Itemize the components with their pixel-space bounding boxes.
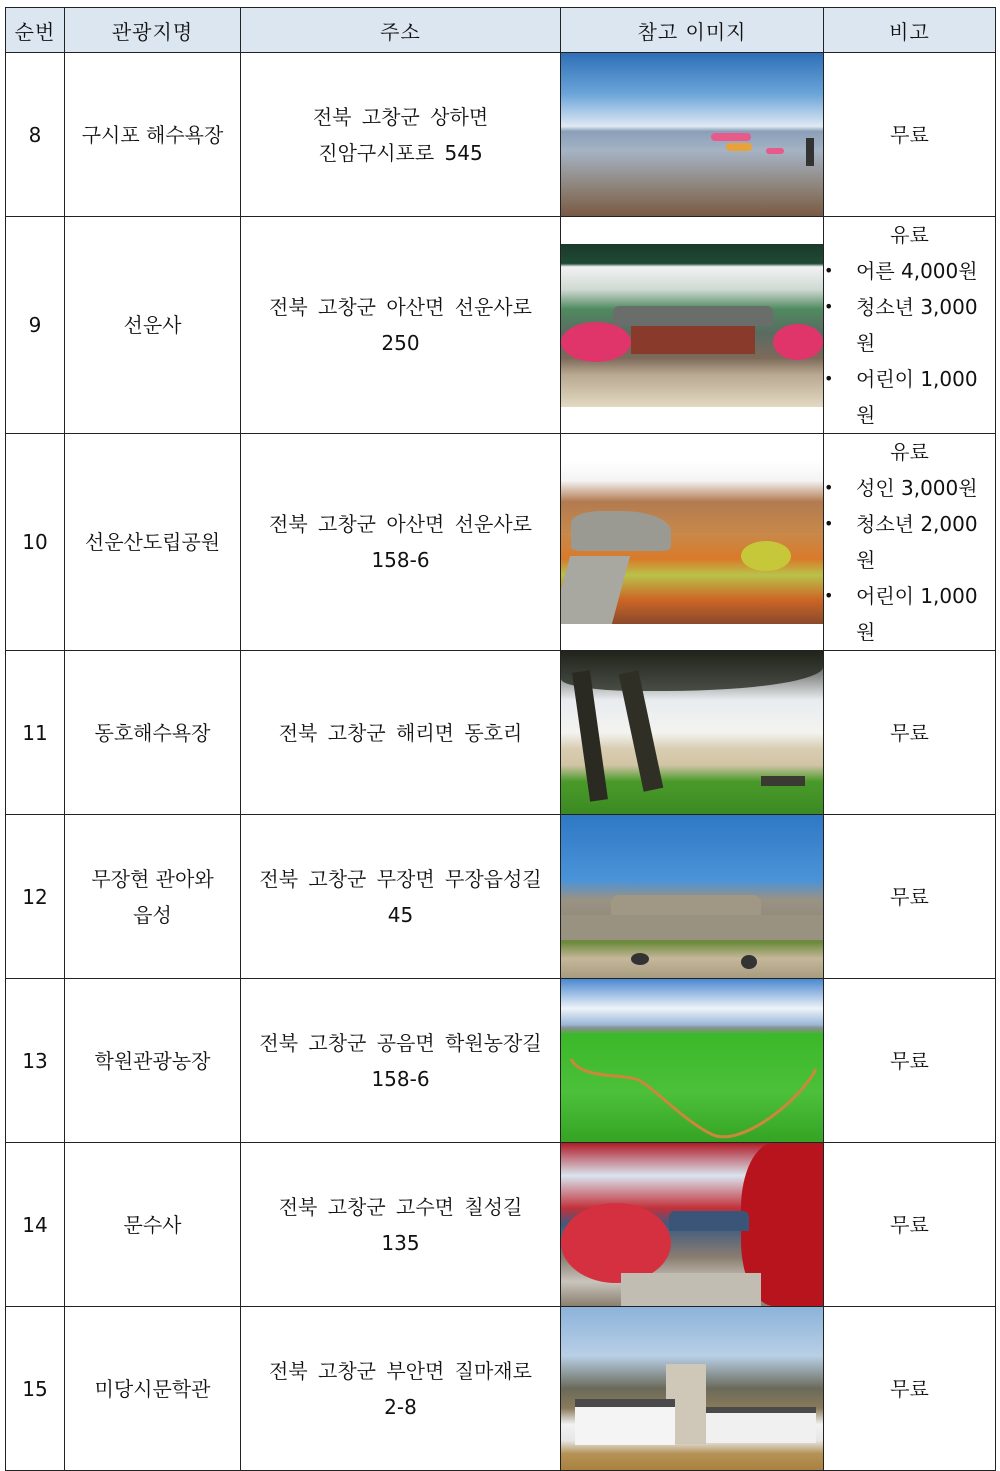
address-line-1: 전북 고창군 부안면 질마재로 — [269, 1358, 532, 1383]
reference-image-cell — [561, 1307, 824, 1471]
tourist-sites-table — [5, 7, 996, 1471]
site-name-line-2: 읍성 — [133, 902, 172, 927]
reference-image-cell — [561, 53, 824, 217]
fee-item: • 어린이 1,000원 — [824, 361, 995, 433]
header-address: 주소 — [241, 8, 561, 53]
address-line-1: 전북 고창군 아산면 선운사로 — [269, 512, 532, 536]
header-row — [6, 8, 996, 53]
site-name — [65, 815, 241, 979]
note-cell — [824, 434, 996, 651]
row-number: 13 — [6, 979, 65, 1143]
table-row — [6, 651, 996, 815]
address-line-2: 250 — [381, 331, 420, 355]
farm-field-photo — [561, 979, 823, 1142]
maple-temple-photo — [561, 1143, 823, 1306]
table-row — [6, 434, 996, 651]
note-cell: 무료 — [824, 53, 996, 217]
address-line-2: 135 — [381, 1230, 420, 1255]
autumn-mountain-photo — [561, 461, 823, 624]
bullet-icon: • — [824, 261, 834, 280]
address-line-2: 158-6 — [371, 1066, 430, 1091]
table-row — [6, 53, 996, 217]
row-number: 15 — [6, 1307, 65, 1471]
site-name: 학원관광농장 — [65, 979, 241, 1143]
fee-item: • 어른 4,000원 — [824, 253, 995, 289]
site-address — [241, 1143, 561, 1307]
address-line-1: 전북 고창군 해리면 동호리 — [278, 720, 523, 745]
bullet-icon: • — [824, 514, 834, 533]
row-number: 9 — [6, 217, 65, 434]
header-note: 비고 — [824, 8, 996, 53]
reference-image-cell — [561, 434, 824, 651]
fee-item: • 청소년 3,000원 — [824, 289, 995, 361]
address-line-1: 전북 고창군 공음면 학원농장길 — [259, 1030, 542, 1055]
reference-image-cell — [561, 217, 824, 434]
fee-list — [824, 470, 995, 650]
reference-image-cell — [561, 979, 824, 1143]
header-no: 순번 — [6, 8, 65, 53]
museum-photo — [561, 1307, 823, 1470]
address-line-2: 158-6 — [371, 548, 430, 572]
header-name: 관광지명 — [65, 8, 241, 53]
reference-image-cell — [561, 1143, 824, 1307]
row-number: 14 — [6, 1143, 65, 1307]
reference-image-cell — [561, 815, 824, 979]
fee-item: • 어린이 1,000원 — [824, 578, 995, 650]
fee-type: 유료 — [890, 223, 929, 247]
reference-image-cell — [561, 651, 824, 815]
table-row — [6, 1307, 996, 1471]
fortress-photo — [561, 815, 823, 978]
note-cell: 무료 — [824, 815, 996, 979]
site-name: 선운산도립공원 — [65, 434, 241, 651]
header-image: 참고 이미지 — [561, 8, 824, 53]
row-number: 11 — [6, 651, 65, 815]
address-line-1: 전북 고창군 아산면 선운사로 — [269, 295, 532, 319]
row-number: 10 — [6, 434, 65, 651]
fee-type: 유료 — [890, 440, 929, 464]
address-line-1: 전북 고창군 고수면 칠성길 — [278, 1194, 523, 1219]
site-name: 미당시문학관 — [65, 1307, 241, 1471]
site-address — [241, 53, 561, 217]
fee-list — [824, 253, 995, 433]
site-name: 동호해수욕장 — [65, 651, 241, 815]
site-name-line-1: 무장현 관아와 — [91, 866, 214, 891]
site-address — [241, 434, 561, 651]
address-line-2: 2-8 — [384, 1394, 417, 1419]
site-address — [241, 815, 561, 979]
site-address — [241, 217, 561, 434]
table-row — [6, 815, 996, 979]
bullet-icon: • — [824, 369, 834, 388]
address-line-1: 전북 고창군 무장면 무장읍성길 — [259, 866, 542, 891]
table-row — [6, 979, 996, 1143]
site-name: 문수사 — [65, 1143, 241, 1307]
note-cell: 무료 — [824, 651, 996, 815]
note-cell — [824, 217, 996, 434]
site-name: 구시포 해수욕장 — [65, 53, 241, 217]
site-address — [241, 1307, 561, 1471]
fee-item: • 성인 3,000원 — [824, 470, 995, 506]
note-cell: 무료 — [824, 1307, 996, 1471]
site-address — [241, 651, 561, 815]
bullet-icon: • — [824, 478, 834, 497]
note-cell: 무료 — [824, 1143, 996, 1307]
table-row — [6, 1143, 996, 1307]
row-number: 8 — [6, 53, 65, 217]
pine-beach-photo — [561, 651, 823, 814]
table-row — [6, 217, 996, 434]
address-line-2: 진암구시포로 545 — [318, 140, 483, 165]
beach-photo — [561, 53, 823, 216]
note-cell: 무료 — [824, 979, 996, 1143]
address-line-1: 전북 고창군 상하면 — [312, 104, 489, 129]
site-name: 선운사 — [65, 217, 241, 434]
address-line-2: 45 — [387, 902, 414, 927]
site-address — [241, 979, 561, 1143]
fee-item: • 청소년 2,000원 — [824, 506, 995, 578]
temple-photo — [561, 244, 823, 407]
bullet-icon: • — [824, 586, 834, 605]
row-number: 12 — [6, 815, 65, 979]
bullet-icon: • — [824, 297, 834, 316]
